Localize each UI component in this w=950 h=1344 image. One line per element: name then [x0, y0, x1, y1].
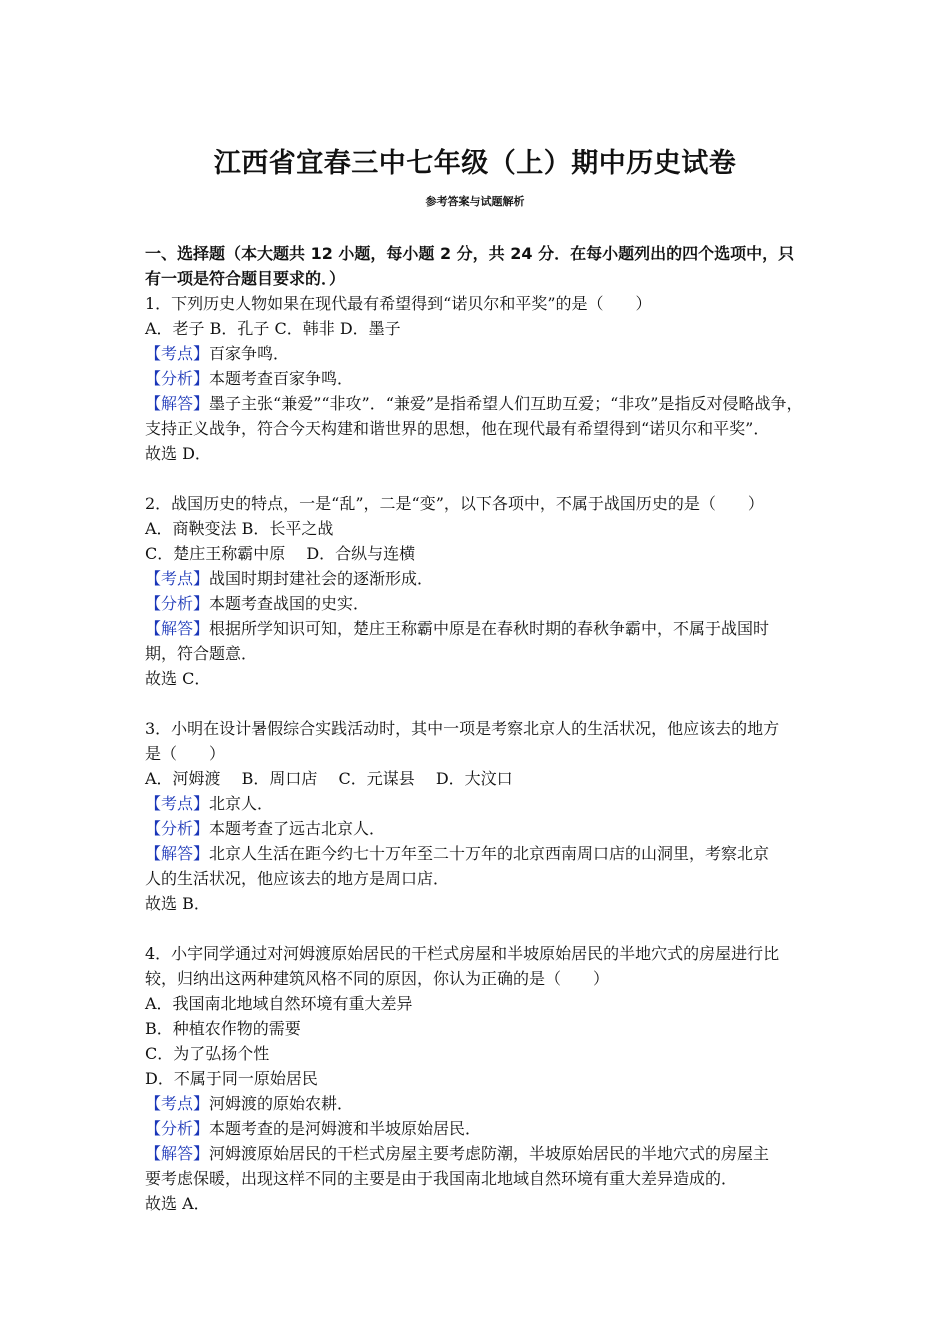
answer-tag-jieda: 【解答】 [145, 844, 210, 863]
kaodian-line [145, 791, 820, 816]
answer-tag-fenxi: 【分析】 [145, 819, 210, 838]
question-options: D．不属于同一原始居民 [145, 1069, 318, 1088]
question-options: C．楚庄王称霸中原 D．合纵与连横 [145, 544, 416, 563]
answer-tag-kaodian: 【考点】 [145, 794, 210, 813]
jieda-line [145, 1141, 820, 1166]
fenxi-line [145, 1116, 820, 1141]
answer-tag-kaodian: 【考点】 [145, 569, 210, 588]
answer-tag-jieda: 【解答】 [145, 394, 210, 413]
fenxi-line-text: 本题考查百家争鸣． [209, 369, 354, 388]
jieda-line-text: 河姆渡原始居民的干栏式房屋主要考虑防潮，半坡原始居民的半地穴式的房屋主 [209, 1144, 770, 1163]
fenxi-line [145, 366, 820, 391]
question-options: C．为了弘扬个性 [145, 1044, 270, 1063]
fenxi-line-text: 本题考查的是河姆渡和半坡原始居民． [209, 1119, 482, 1138]
fenxi-line-text: 本题考查了远古北京人． [209, 819, 386, 838]
question-options: B．种植农作物的需要 [145, 1019, 301, 1038]
exam-content [145, 241, 820, 1216]
jieda-line-text: 根据所学知识可知，楚庄王称霸中原是在春秋时期的春秋争霸中，不属于战国时 [209, 619, 770, 638]
answer-tag-fenxi: 【分析】 [145, 369, 210, 388]
answer-tag-fenxi: 【分析】 [145, 1119, 210, 1138]
question-block [145, 491, 820, 691]
kaodian-line [145, 1091, 820, 1116]
question-block [145, 716, 820, 916]
fenxi-line [145, 591, 820, 616]
kaodian-line-text: 百家争鸣． [209, 344, 290, 363]
jieda-continuation: 期，符合题意． [145, 644, 258, 663]
jieda-line [145, 616, 820, 641]
kaodian-line-text: 河姆渡的原始农耕． [209, 1094, 354, 1113]
section-heading-line-2: 有一项是符合题目要求的．） [145, 269, 346, 288]
answer-tag-jieda: 【解答】 [145, 619, 210, 638]
jieda-continuation: 人的生活状况，他应该去的地方是周口店． [145, 869, 450, 888]
question-options: A．我国南北地域自然环境有重大差异 [145, 994, 413, 1013]
question-stem: 1．下列历史人物如果在现代最有希望得到“诺贝尔和平奖”的是（ ） [145, 294, 652, 313]
jieda-continuation: 要考虑保暖，出现这样不同的主要是由于我国南北地域自然环境有重大差异造成的． [145, 1169, 738, 1188]
question-options: A．商鞅变法 B．长平之战 [145, 519, 334, 538]
answer-line: 故选 D． [145, 444, 211, 463]
question-list [145, 291, 820, 1216]
jieda-line [145, 391, 820, 416]
jieda-line-text: 北京人生活在距今约七十万年至二十万年的北京西南周口店的山洞里，考察北京 [209, 844, 770, 863]
question-stem: 是（ ） [145, 744, 226, 763]
answer-tag-jieda: 【解答】 [145, 1144, 210, 1163]
kaodian-line [145, 341, 820, 366]
answer-tag-kaodian: 【考点】 [145, 344, 210, 363]
section-heading-line-1: 一、选择题（本大题共 12 小题，每小题 2 分，共 24 分．在每小题列出的四个选项中，只 [145, 244, 795, 263]
answer-tag-fenxi: 【分析】 [145, 594, 210, 613]
question-spacer [145, 916, 820, 941]
question-block [145, 291, 820, 466]
page-subtitle: 参考答案与试题解析 [425, 195, 525, 208]
jieda-line [145, 841, 820, 866]
jieda-line-text: 墨子主张“兼爱”“非攻”．“兼爱”是指希望人们互助互爱；“非攻”是指反对侵略战争， [209, 394, 803, 413]
kaodian-line [145, 566, 820, 591]
question-block [145, 941, 820, 1216]
question-options: A．河姆渡 B．周口店 C．元谋县 D．大汶口 [145, 769, 513, 788]
question-options: A．老子 B．孔子 C．韩非 D．墨子 [145, 319, 401, 338]
question-stem: 3．小明在设计暑假综合实践活动时，其中一项是考察北京人的生活状况，他应该去的地方 [145, 719, 780, 738]
question-spacer [145, 691, 820, 716]
question-stem: 4．小宇同学通过对河姆渡原始居民的干栏式房屋和半坡原始居民的半地穴式的房屋进行比 [145, 944, 780, 963]
fenxi-line-text: 本题考查战国的史实． [209, 594, 370, 613]
question-stem: 较，归纳出这两种建筑风格不同的原因，你认为正确的是（ ） [145, 969, 610, 988]
answer-tag-kaodian: 【考点】 [145, 1094, 210, 1113]
answer-line: 故选 A． [145, 1194, 210, 1213]
fenxi-line [145, 816, 820, 841]
section-heading [145, 241, 820, 291]
kaodian-line-text: 北京人． [209, 794, 274, 813]
kaodian-line-text: 战国时期封建社会的逐渐形成． [209, 569, 434, 588]
answer-line: 故选 C． [145, 669, 211, 688]
question-stem: 2．战国历史的特点，一是“乱”，二是“变”，以下各项中，不属于战国历史的是（ ） [145, 494, 764, 513]
jieda-continuation: 支持正义战争，符合今天构建和谐世界的思想，他在现代最有希望得到“诺贝尔和平奖”． [145, 419, 770, 438]
page-title: 江西省宜春三中七年级（上）期中历史试卷 [213, 148, 737, 179]
answer-line: 故选 B． [145, 894, 210, 913]
question-spacer [145, 466, 820, 491]
